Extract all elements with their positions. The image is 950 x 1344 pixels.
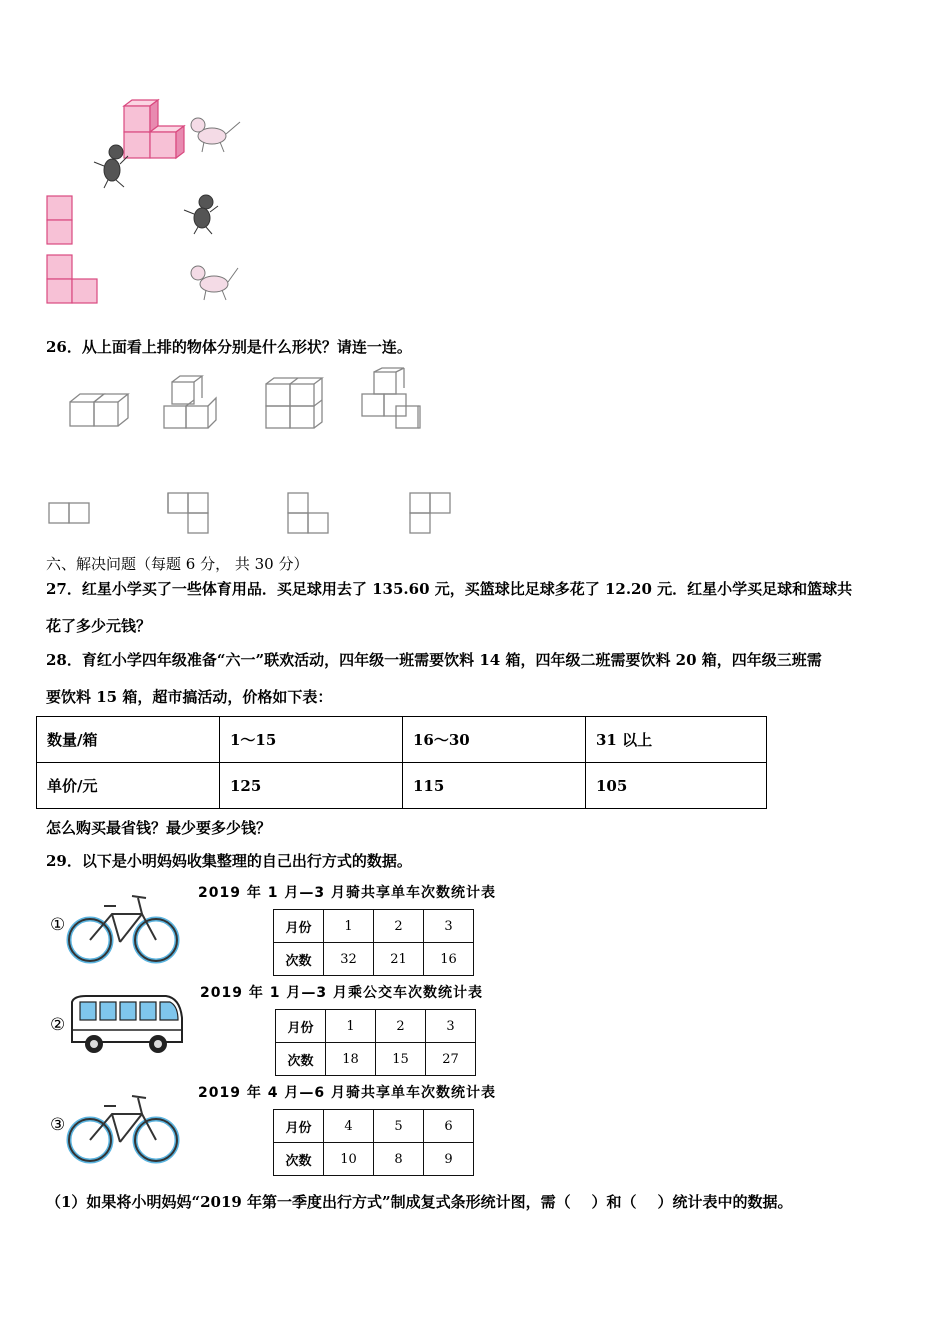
q26-3d-shapes bbox=[60, 366, 440, 436]
marker-2: ② bbox=[50, 1015, 66, 1035]
table-row bbox=[276, 1010, 476, 1043]
table-cell: 115 bbox=[403, 763, 586, 809]
table-cell: 月份 bbox=[274, 1110, 324, 1143]
price-table bbox=[36, 716, 767, 809]
monkey-icon-2 bbox=[184, 195, 218, 234]
q28-line1: 28．育红小学四年级准备“六一”联欢活动，四年级一班需要饮料 14 箱，四年级二班需要饮料 20 箱，四年级三班需 bbox=[46, 651, 822, 669]
table-cell: 次数 bbox=[274, 943, 324, 976]
table2-title: 2019 年 1 月—3 月乘公交车次数统计表 bbox=[200, 985, 483, 1001]
table-cell: 8 bbox=[374, 1143, 424, 1176]
table-cell: 4 bbox=[324, 1110, 374, 1143]
table-cell: 105 bbox=[586, 763, 767, 809]
table-cell: 1～15 bbox=[220, 717, 403, 763]
table-cell: 2 bbox=[376, 1010, 426, 1043]
table-cell: 16 bbox=[424, 943, 474, 976]
table-row bbox=[274, 1143, 474, 1176]
bicycle-icon bbox=[64, 884, 182, 968]
table-cell: 次数 bbox=[276, 1043, 326, 1076]
bus-icon bbox=[66, 992, 186, 1058]
table-cell: 32 bbox=[324, 943, 374, 976]
table-cell: 5 bbox=[374, 1110, 424, 1143]
table-cell: 21 bbox=[374, 943, 424, 976]
table-cell: 9 bbox=[424, 1143, 474, 1176]
table-cell: 3 bbox=[424, 910, 474, 943]
table-cell: 6 bbox=[424, 1110, 474, 1143]
marker-3: ③ bbox=[50, 1115, 66, 1135]
marker-1: ① bbox=[50, 915, 66, 935]
bicycle-icon-2 bbox=[64, 1084, 182, 1168]
q28-question: 怎么购买最省钱？最少要多少钱？ bbox=[46, 819, 272, 837]
table-cell: 数量/箱 bbox=[37, 717, 220, 763]
table-cell: 1 bbox=[326, 1010, 376, 1043]
table-row bbox=[274, 910, 474, 943]
table-row bbox=[274, 1110, 474, 1143]
section6-title: 六、解决问题（每题 6 分， 共 30 分） bbox=[46, 555, 309, 573]
table-cell: 15 bbox=[376, 1043, 426, 1076]
table-cell: 27 bbox=[426, 1043, 476, 1076]
table-cell: 2 bbox=[374, 910, 424, 943]
table-cell: 3 bbox=[426, 1010, 476, 1043]
table-cell: 10 bbox=[324, 1143, 374, 1176]
table-cell: 18 bbox=[326, 1043, 376, 1076]
cube-stack-figure bbox=[40, 92, 260, 312]
q27-line2: 花了多少元钱？ bbox=[46, 617, 152, 635]
dog-icon-2 bbox=[191, 266, 238, 300]
q26-text: 26．从上面看上排的物体分别是什么形状？请连一连。 bbox=[46, 338, 412, 356]
table-cell: 次数 bbox=[274, 1143, 324, 1176]
q27-line1: 27．红星小学买了一些体育用品．买足球用去了 135.60 元，买篮球比足球多花了 12.20 元．红星小学买足球和篮球共 bbox=[46, 580, 853, 598]
table-cell: 1 bbox=[324, 910, 374, 943]
table-cell: 16～30 bbox=[403, 717, 586, 763]
q28-line2: 要饮料 15 箱，超市搞活动，价格如下表： bbox=[46, 688, 333, 706]
table-row bbox=[37, 763, 767, 809]
table-cell: 月份 bbox=[274, 910, 324, 943]
stats-table-2 bbox=[275, 1009, 476, 1076]
stats-table-1 bbox=[273, 909, 474, 976]
dog-icon bbox=[191, 118, 240, 152]
table-row bbox=[274, 943, 474, 976]
table-row bbox=[276, 1043, 476, 1076]
table-cell: 单价/元 bbox=[37, 763, 220, 809]
table-cell: 月份 bbox=[276, 1010, 326, 1043]
q29-sub1: （1）如果将小明妈妈“2019 年第一季度出行方式”制成复式条形统计图，需（ ）和（ ）统计表中的数据。 bbox=[46, 1193, 793, 1211]
q29-intro: 29．以下是小明妈妈收集整理的自己出行方式的数据。 bbox=[46, 852, 412, 870]
table-row bbox=[37, 717, 767, 763]
stats-table-3 bbox=[273, 1109, 474, 1176]
table-cell: 125 bbox=[220, 763, 403, 809]
table1-title: 2019 年 1 月—3 月骑共享单车次数统计表 bbox=[198, 885, 496, 901]
table3-title: 2019 年 4 月—6 月骑共享单车次数统计表 bbox=[198, 1085, 496, 1101]
monkey-icon bbox=[94, 145, 128, 188]
table-cell: 31 以上 bbox=[586, 717, 767, 763]
q26-top-views bbox=[40, 488, 460, 538]
